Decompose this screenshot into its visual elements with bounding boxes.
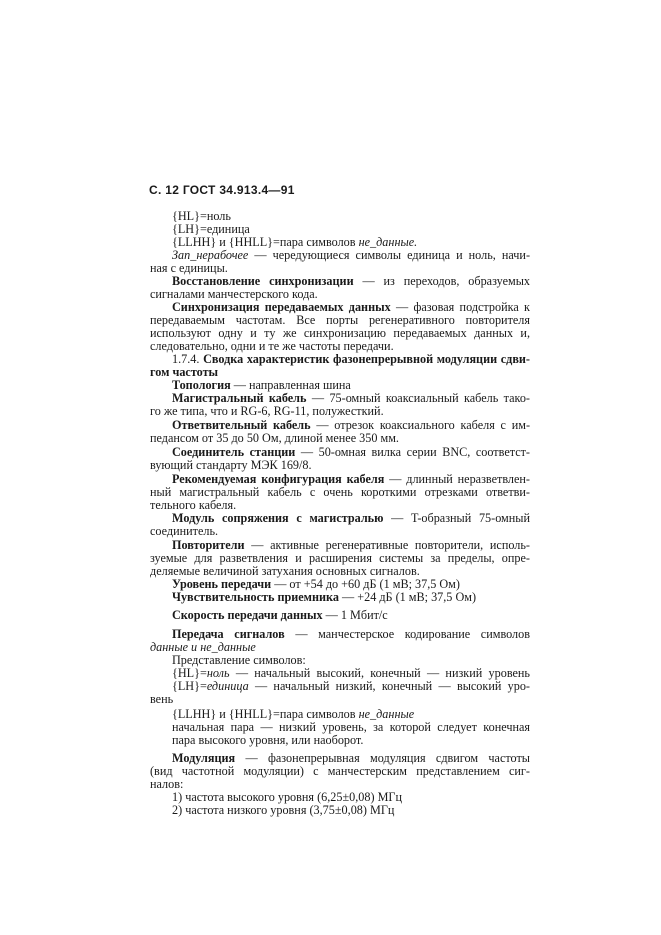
text-line: вень xyxy=(150,692,174,706)
text-line: Уровень передачи — от +54 до +60 дБ (1 мВ; 37,5 Ом) xyxy=(172,577,460,591)
text-line: передаваемым частотам. Все порты регенеративного повторителя xyxy=(150,313,530,327)
text-line: Восстановление синхронизации — из переходов, образуемых xyxy=(172,274,530,288)
text-line: Синхронизация передаваемых данных — фазовая подстройка к xyxy=(172,300,530,314)
text-line: деляемые величиной затухания основных сигналов. xyxy=(150,564,420,578)
section-heading: 1.7.4. Сводка характеристик фазонепрерывной модуляции сдви- xyxy=(172,352,530,366)
text-line: Ответвительный кабель — отрезок коаксиального кабеля с им- xyxy=(172,418,530,432)
text-line: го же типа, что и RG-6, RG-11, полужесткий. xyxy=(150,404,384,418)
text-line: Чувствительность приемника — +24 дБ (1 мВ; 37,5 Ом) xyxy=(172,590,477,604)
text-line: (вид частотной модуляции) с манчестерским представлением сиг- xyxy=(150,764,530,778)
text-line: начальная пара — низкий уровень, за которой следует конечная xyxy=(172,720,530,734)
text-line: следовательно, одни и те же частоты передачи. xyxy=(150,339,394,353)
text-line: налов: xyxy=(150,777,184,791)
text-line: {LLHH} и {HHLL}=пара символов не_данные. xyxy=(172,235,418,249)
text-line: Рекомендуемая конфигурация кабеля — длинный неразветвлен- xyxy=(172,472,530,486)
text-line: Топология — направленная шина xyxy=(172,378,351,392)
text-line: сигналами манчестерского кода. xyxy=(150,287,318,301)
text-line: {HL}=ноль — начальный высокий, конечный — низкий уровень xyxy=(172,666,530,680)
text-line: {LLHH} и {HHLL}=пара символов не_данные xyxy=(172,707,415,721)
text-line: Модуль сопряжения с магистралью — T-образный 75-омный xyxy=(172,511,530,525)
text-line: ная с единицы. xyxy=(150,261,228,275)
text-line: Скорость передачи данных — 1 Мбит/с xyxy=(172,608,388,622)
text-line: Соединитель станции — 50-омная вилка серии BNC, соответст- xyxy=(172,445,530,459)
page-header: С. 12 ГОСТ 34.913.4—91 xyxy=(149,183,295,197)
text-line: {LH}=единица xyxy=(172,222,250,236)
text-line: ный магистральный кабель с очень короткими отрезками ответви- xyxy=(150,485,530,499)
text-line: тельного кабеля. xyxy=(150,498,237,512)
text-line: используют одну и ту же синхронизацию передаваемых данных и, xyxy=(150,326,530,340)
list-item: 2) частота низкого уровня (3,75±0,08) МГц xyxy=(172,803,395,817)
text-line: зуемые для разветвления и расширения системы за пределы, опре- xyxy=(150,551,530,565)
text-line: пара высокого уровня, или наоборот. xyxy=(172,733,364,747)
text-line: Зап_нерабочее — чередующиеся символы единица и ноль, начи- xyxy=(172,248,530,262)
text-line: Повторители — активные регенеративные повторители, исполь- xyxy=(172,538,530,552)
text-line: Передача сигналов — манчестерское кодирование символов xyxy=(172,627,530,641)
list-item: 1) частота высокого уровня (6,25±0,08) МГц xyxy=(172,790,402,804)
text-line: Магистральный кабель — 75-омный коаксиальный кабель тако- xyxy=(172,391,530,405)
text-line: данные и не_данные xyxy=(150,640,256,654)
text-line: соединитель. xyxy=(150,524,219,538)
text-line: вующий стандарту МЭК 169/8. xyxy=(150,458,312,472)
text-line: Представление символов: xyxy=(172,653,306,667)
section-heading: гом частоты xyxy=(150,365,219,379)
text-line: Модуляция — фазонепрерывная модуляция сдвигом частоты xyxy=(172,751,530,765)
text-line: педансом от 35 до 50 Ом, длиной менее 350 мм. xyxy=(150,431,399,445)
text-line: {LH}=единица — начальный низкий, конечный — высокий уро- xyxy=(172,679,530,693)
text-line: {HL}=ноль xyxy=(172,209,231,223)
